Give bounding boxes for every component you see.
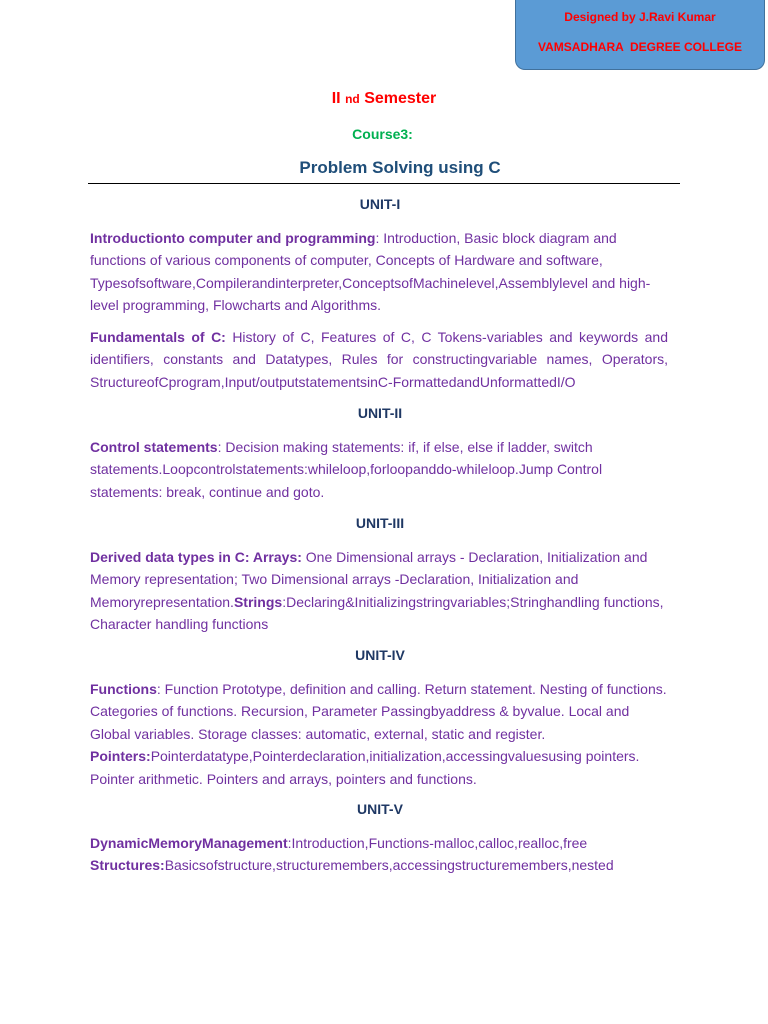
semester-suffix: nd — [345, 92, 360, 106]
unit-4-para-1 — [90, 678, 668, 790]
course-label: Course3: — [352, 126, 413, 142]
unit-2-para-1 — [90, 436, 668, 503]
semester-heading — [0, 90, 768, 108]
para-body-2: Pointerdatatype,Pointerdeclaration,initialization,accessingvaluesusing pointers. Pointer arithmetic. Pointers and arrays, pointers and functions. — [90, 748, 640, 787]
unit-3-heading: UNIT-III — [355, 515, 405, 531]
para-topic: Fundamentals of C: — [90, 329, 226, 345]
para-topic-2: Strings — [233, 593, 283, 610]
unit-5-heading: UNIT-V — [357, 801, 403, 817]
para-body: :Introduction,Functions-malloc,calloc,realloc,free — [287, 835, 588, 851]
para-topic: Derived data types in C: Arrays: — [90, 549, 302, 565]
unit-3-para-1 — [90, 546, 668, 636]
para-body: : Function Prototype, definition and calling. Return statement. Nesting of functions. Categories of functions. Recursion, Parameter Passingbyaddress & byvalue. Local and Global variables. Storage classes: automatic, external, static and register. — [90, 681, 667, 742]
para-body-2: :Declaring&Initializingstringvariables;Stringhandling functions, Character handling functions — [90, 593, 664, 633]
unit-5-para-1 — [90, 832, 668, 877]
title-divider — [88, 183, 680, 184]
para-body: : Introduction, Basic block diagram and functions of various components of computer, Concepts of Hardware and software, Typesofsoftware,Compilerandinterpreter,ConceptsofMachinelevel,Assemblylevel and high-level programming, Flowcharts and Algorithms. — [90, 230, 651, 314]
unit-1-heading: UNIT-I — [359, 196, 401, 212]
college-name: VAMSADHARA DEGREE COLLEGE — [538, 40, 743, 54]
unit-4-heading: UNIT-IV — [355, 647, 405, 663]
para-topic: DynamicMemoryManagement — [90, 835, 288, 851]
para-topic: Control statements — [90, 439, 218, 455]
designer-credit: Designed by J.Ravi Kumar — [564, 10, 716, 24]
unit-1-para-1 — [90, 227, 668, 317]
semester-word: Semester — [364, 90, 437, 107]
para-body: One Dimensional arrays - Declaration, Initialization and Memory representation; Two Dimensional arrays -Declaration, Initialization and Memoryrepresentation. — [90, 549, 648, 610]
para-body: : Decision making statements: if, if else, else if ladder, switch statements.Loopcontrolstatements:whileloop,forloopanddo-whileloop.Jump Control statements: break, continue and goto. — [90, 439, 603, 500]
para-topic-2: Pointers: — [90, 748, 151, 765]
course-title: Problem Solving using C — [299, 158, 501, 177]
para-topic-2: Structures: — [90, 857, 165, 874]
para-topic: Functions — [90, 681, 157, 697]
designer-badge — [515, 0, 765, 70]
para-body: History of C, Features of C, C Tokens-variables and keywords and identifiers, constants and Datatypes, Rules for constructingvariable names, Operators, StructureofCprogram,Input/outputstatementsinC-FormattedandUnformattedI/O — [90, 329, 668, 390]
para-topic: Introductionto computer and programming — [90, 230, 376, 246]
unit-1-para-2 — [90, 326, 668, 393]
unit-2-heading: UNIT-II — [357, 405, 403, 421]
para-body-2: Basicsofstructure,structuremembers,accessingstructuremembers,nested — [164, 857, 614, 874]
semester-number: II — [331, 90, 341, 107]
